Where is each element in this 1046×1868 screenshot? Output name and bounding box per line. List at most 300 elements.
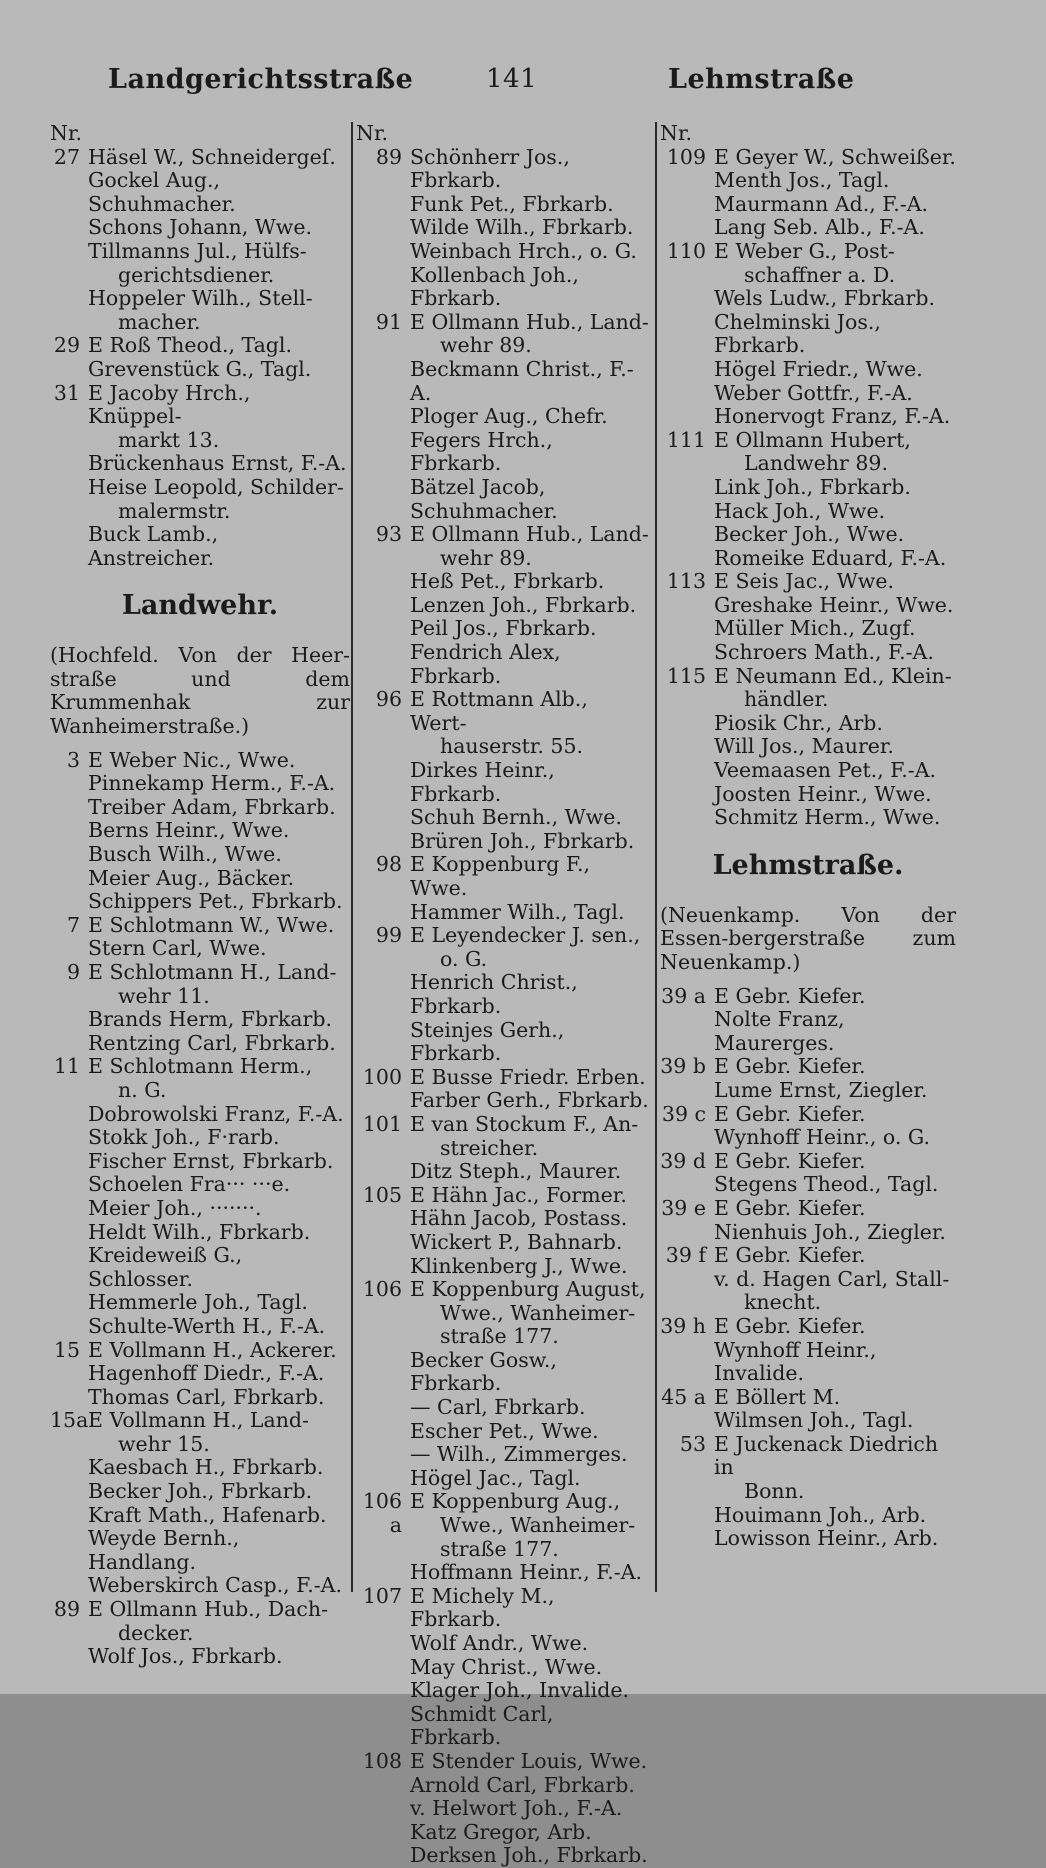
directory-entry (356, 1255, 650, 1279)
directory-entry (660, 311, 956, 358)
entry-text: Buck Lamb., Anstreicher. (88, 522, 219, 570)
entry-text: Heise Leopold, Schilder- (88, 474, 344, 499)
running-header-left: Landgerichtsstraße (108, 64, 414, 95)
house-number: 39 b (660, 1054, 706, 1079)
directory-entry (50, 819, 350, 843)
directory-entry (660, 1008, 956, 1055)
directory-entry (660, 1221, 956, 1245)
entry-text: wehr 11. (118, 983, 210, 1008)
entry-text: Meier Joh., ·······. (88, 1195, 262, 1220)
directory-entry (356, 1231, 650, 1255)
entry-text: Grevenstück G., Tagl. (88, 356, 312, 381)
entries-list (660, 146, 956, 830)
entry-text: Maurmann Ad., F.-A. (714, 191, 929, 216)
directory-entry (356, 1066, 650, 1090)
entry-text: Schippers Pet., Fbrkarb. (88, 889, 343, 914)
directory-entry (50, 382, 350, 429)
directory-entry (356, 1184, 650, 1208)
house-number: 100 (362, 1064, 402, 1089)
directory-entry (660, 1103, 956, 1127)
directory-entry (50, 311, 350, 335)
entry-text: — Wilh., Zimmerges. (410, 1442, 628, 1467)
directory-entry (50, 523, 350, 570)
entries-list (660, 985, 956, 1551)
entry-text: Heß Pet., Fbrkarb. (410, 569, 605, 594)
entry-text: Honervogt Franz, F.-A. (714, 404, 951, 429)
directory-entry (50, 1645, 350, 1669)
entry-text: Escher Pet., Wwe. (410, 1418, 599, 1443)
entry-text: E Vollmann H., Ackerer. (88, 1337, 337, 1362)
directory-entry (660, 405, 956, 429)
directory-entry (660, 523, 956, 547)
entry-text: v. Helwort Joh., F.-A. (410, 1796, 623, 1821)
entry-text: E Koppenburg F., Wwe. (410, 852, 590, 900)
entry-text: Dirkes Heinr., Fbrkarb. (410, 758, 555, 806)
directory-entry (50, 146, 350, 170)
directory-entry (50, 1456, 350, 1480)
entry-text: Link Joh., Fbrkarb. (714, 474, 911, 499)
directory-entry (356, 216, 650, 240)
house-number: 98 (375, 852, 402, 877)
entry-text: Brüren Joh., Fbrkarb. (410, 828, 635, 853)
directory-entry (660, 617, 956, 641)
directory-entry (660, 1339, 956, 1386)
entry-text: Hoppeler Wilh., Stell- (88, 286, 313, 311)
entry-text: E Leyendecker J. sen., (410, 923, 641, 948)
page-number: 141 (486, 64, 538, 94)
entry-text: E Vollmann H., Land- (88, 1408, 309, 1433)
house-number: 107 (362, 1583, 402, 1608)
directory-entry (50, 1598, 350, 1622)
directory-entry (356, 1632, 650, 1656)
directory-entry (356, 334, 650, 358)
entry-text: Schroers Math., F.-A. (714, 640, 934, 665)
entry-text: o. G. (440, 946, 488, 971)
entry-text: Brückenhaus Ernst, F.-A. (88, 451, 347, 476)
directory-entry (50, 1433, 350, 1457)
entry-text: händler. (744, 687, 829, 712)
entry-text: E van Stockum F., An- (410, 1111, 639, 1136)
entry-text: macher. (118, 309, 201, 334)
entry-text: Menth Jos., Tagl. (714, 168, 890, 193)
entry-text: Schönherr Jos., Fbrkarb. (410, 144, 570, 193)
entry-text: Heldt Wilh., Fbrkarb. (88, 1219, 311, 1244)
directory-entry (50, 796, 350, 820)
directory-entry (660, 712, 956, 736)
directory-entry (50, 843, 350, 867)
entry-text: Kollenbach Joh., Fbrkarb. (410, 262, 579, 311)
entry-text: E Neumann Ed., Klein- (714, 663, 952, 688)
directory-entry (356, 1325, 650, 1349)
directory-entry (660, 1386, 956, 1410)
directory-entry (356, 924, 650, 948)
entry-text: Fendrich Alex, Fbrkarb. (410, 640, 561, 688)
entry-text: decker. (118, 1620, 194, 1645)
entry-text: E Geyer W., Schweißer. (714, 144, 956, 169)
directory-entry (356, 1703, 650, 1750)
entry-text: Wels Ludw., Fbrkarb. (714, 286, 935, 311)
nr-label: Nr. (50, 121, 83, 145)
directory-entry (660, 1079, 956, 1103)
entry-text: Wilde Wilh., Fbrkarb. (410, 215, 634, 240)
entry-text: Derksen Joh., Fbrkarb. (410, 1843, 648, 1868)
directory-entry (660, 1504, 956, 1528)
directory-entry (50, 1504, 350, 1528)
entry-text: Veemaasen Pet., F.-A. (714, 758, 937, 783)
house-number: 89 (375, 144, 402, 169)
section-title: Landwehr. (121, 590, 279, 622)
entry-text: Gockel Aug., Schuhmacher. (88, 168, 236, 216)
directory-entry (50, 1574, 350, 1598)
directory-entry (356, 1656, 650, 1680)
house-number: 113 (666, 569, 706, 594)
entry-text: — Carl, Fbrkarb. (410, 1395, 586, 1420)
directory-entry (50, 749, 350, 773)
entry-text: Högel Jac., Tagl. (410, 1465, 581, 1490)
entry-text: Schmitz Herm., Wwe. (714, 805, 941, 830)
entry-text: Fischer Ernst, Fbrkarb. (88, 1148, 334, 1173)
entry-text: Beckmann Christ., F.-A. (410, 356, 634, 405)
directory-entry (356, 688, 650, 735)
entry-text: Houimann Joh., Arb. (714, 1502, 927, 1527)
directory-entry (50, 890, 350, 914)
house-number: 101 (362, 1111, 402, 1136)
directory-entry (356, 901, 650, 925)
directory-entry (660, 452, 956, 476)
directory-entry (660, 1055, 956, 1079)
directory-entry (356, 1278, 650, 1302)
directory-entry (50, 1150, 350, 1174)
directory-entry (660, 688, 956, 712)
directory-entry (356, 476, 650, 523)
directory-entry (356, 1844, 650, 1868)
entry-text: Lenzen Joh., Fbrkarb. (410, 592, 637, 617)
directory-entry (356, 405, 650, 429)
house-number: 29 (53, 333, 80, 358)
directory-entry (50, 937, 350, 961)
directory-entry (356, 1774, 650, 1798)
directory-entry (660, 641, 956, 665)
directory-entry (660, 1150, 956, 1174)
entry-text: E Koppenburg August, (410, 1277, 646, 1302)
entry-text: Becker Joh., Fbrkarb. (88, 1479, 313, 1504)
house-number: 105 (362, 1182, 402, 1207)
entry-text: E Weber Nic., Wwe. (88, 747, 296, 772)
directory-entry (356, 358, 650, 405)
directory-entry (50, 216, 350, 240)
directory-entry (356, 948, 650, 972)
entry-text: E Gebr. Kiefer. (714, 1054, 866, 1079)
entry-text: Bätzel Jacob, Schuhmacher. (410, 474, 558, 523)
entry-text: E Gebr. Kiefer. (714, 1195, 866, 1220)
entry-text: Will Jos., Maurer. (714, 734, 894, 759)
entry-text: Weber Gottfr., F.-A. (714, 380, 913, 405)
directory-entry (660, 476, 956, 500)
entry-text: Busch Wilh., Wwe. (88, 842, 282, 867)
entry-text: Greshake Heinr., Wwe. (714, 592, 954, 617)
directory-entry (50, 1622, 350, 1646)
directory-entry (50, 334, 350, 358)
entry-text: E Juckenack Diedrich in (714, 1431, 939, 1480)
directory-entry (356, 1679, 650, 1703)
house-number: 39 f (665, 1243, 706, 1268)
entry-text: Lang Seb. Alb., F.-A. (714, 215, 925, 240)
entry-text: Stern Carl, Wwe. (88, 936, 267, 961)
entry-text: Lowisson Heinr., Arb. (714, 1526, 939, 1551)
entry-text: E Hähn Jac., Former. (410, 1182, 627, 1207)
house-number: 45 a (661, 1384, 706, 1409)
entry-text: E Gebr. Kiefer. (714, 1313, 866, 1338)
directory-entry (50, 1055, 350, 1079)
directory-entry (660, 1291, 956, 1315)
house-number: 106 (362, 1277, 402, 1302)
directory-entry (356, 193, 650, 217)
house-number: 89 (53, 1597, 80, 1622)
house-number: 109 (666, 144, 706, 169)
entry-text: Klager Joh., Invalide. (410, 1678, 629, 1703)
directory-entry (50, 1409, 350, 1433)
entry-text: Funk Pet., Fbrkarb. (410, 191, 614, 216)
directory-entry (660, 500, 956, 524)
directory-entry (356, 570, 650, 594)
entry-text: gerichtsdiener. (118, 262, 275, 287)
house-number: 39 h (660, 1313, 706, 1338)
directory-entry (356, 1396, 650, 1420)
entry-text: E Weber G., Post- (714, 238, 895, 263)
directory-entry (660, 264, 956, 288)
entry-text: Chelminski Jos., Fbrkarb. (714, 309, 881, 358)
entry-text: E Ollmann Hub., Dach- (88, 1597, 329, 1622)
entry-text: Wolf Andr., Wwe. (410, 1631, 589, 1655)
house-number: 9 (66, 960, 80, 984)
directory-entry (356, 1207, 650, 1231)
entry-text: Lume Ernst, Ziegler. (714, 1077, 928, 1102)
entry-text: Schoelen Fra··· ···e. (88, 1172, 291, 1197)
directory-entry (660, 382, 956, 406)
directory-entry (660, 1173, 956, 1197)
entry-text: Wwe., Wanheimer- (440, 1300, 636, 1325)
entry-text: Farber Gerh., Fbrkarb. (410, 1088, 649, 1113)
entry-text: Thomas Carl, Fbrkarb. (88, 1384, 325, 1409)
entry-text: May Christ., Wwe. (410, 1654, 603, 1679)
directory-entry (50, 264, 350, 288)
directory-entry (50, 867, 350, 891)
entry-text: streicher. (440, 1135, 539, 1160)
directory-entry (50, 1173, 350, 1197)
directory-entry (356, 735, 650, 759)
directory-entry (356, 1561, 650, 1585)
directory-entry (660, 193, 956, 217)
section-description: (Neuenkamp. Von der Essen-bergerstraße zum Neuenkamp.) (660, 902, 956, 974)
entry-text: Klinkenberg J., Wwe. (410, 1253, 628, 1278)
directory-entry (356, 1443, 650, 1467)
entry-text: Weinbach Hrch., o. G. (410, 238, 637, 263)
house-number: 3 (66, 747, 80, 772)
entry-text: straße 177. (440, 1536, 559, 1561)
entry-text: Kreideweiß G., Schlosser. (88, 1243, 243, 1291)
entry-text: Joosten Heinr., Wwe. (714, 781, 932, 806)
house-number: 7 (66, 912, 80, 937)
nr-label: Nr. (660, 121, 693, 145)
entry-text: Wickert P., Bahnarb. (410, 1229, 623, 1254)
entry-text: Treiber Adam, Fbrkarb. (88, 794, 336, 819)
entry-text: Becker Gosw., Fbrkarb. (410, 1347, 557, 1396)
entry-text: Peil Jos., Fbrkarb. (410, 616, 597, 641)
house-number: 99 (375, 923, 402, 948)
directory-entry (50, 1032, 350, 1056)
directory-entry (660, 985, 956, 1009)
house-number: 27 (53, 144, 80, 169)
directory-entry (50, 287, 350, 311)
entries-list (356, 146, 650, 1868)
entry-text: E Busse Friedr. Erben. (410, 1064, 646, 1089)
directory-entry (50, 476, 350, 500)
directory-entry (50, 1315, 350, 1339)
directory-entry (356, 1137, 650, 1161)
directory-entry (356, 1750, 650, 1774)
entry-text: n. G. (118, 1077, 167, 1102)
directory-entry (660, 547, 956, 571)
entry-text: Kraft Math., Hafenarb. (88, 1502, 327, 1527)
entry-text: Wilmsen Joh., Tagl. (714, 1408, 914, 1433)
entry-text: E Ollmann Hub., Land- (410, 522, 649, 547)
directory-entry (50, 1079, 350, 1103)
directory-entry (356, 594, 650, 618)
directory-entry (356, 1420, 650, 1444)
entry-text: Ploger Aug., Chefr. (410, 404, 608, 429)
entry-text: knecht. (744, 1290, 822, 1315)
entry-text: Schuh Bernh., Wwe. (410, 805, 622, 830)
directory-entry (660, 216, 956, 240)
entry-text: Arnold Carl, Fbrkarb. (410, 1772, 635, 1797)
directory-entry (356, 641, 650, 688)
entry-text: Weberskirch Casp., F.-A. (88, 1573, 342, 1598)
entry-text: Wwe., Wanheimer- (440, 1513, 636, 1538)
directory-entry (356, 1538, 650, 1562)
entry-text: v. d. Hagen Carl, Stall- (714, 1266, 950, 1291)
directory-entry (50, 452, 350, 476)
directory-entry (356, 1160, 650, 1184)
directory-entry (356, 1019, 650, 1066)
directory-entry (660, 1197, 956, 1221)
directory-entry (356, 1302, 650, 1326)
directory-entry (356, 1797, 650, 1821)
entry-text: Rentzing Carl, Fbrkarb. (88, 1030, 336, 1055)
entry-text: Bonn. (744, 1479, 805, 1504)
entry-text: E Böllert M. (714, 1384, 841, 1409)
directory-entry (356, 547, 650, 571)
entry-text: E Roß Theod., Tagl. (88, 333, 292, 358)
directory-entry (356, 1467, 650, 1491)
entry-text: straße 177. (440, 1324, 559, 1349)
directory-entry (356, 429, 650, 476)
directory-entry (50, 1527, 350, 1574)
house-number: 93 (375, 522, 402, 547)
column-lehmstrasse (660, 122, 956, 1551)
directory-entry (50, 1386, 350, 1410)
directory-entry (50, 961, 350, 985)
entry-text: Brands Herm, Fbrkarb. (88, 1007, 332, 1032)
entry-text: E Gebr. Kiefer. (714, 983, 866, 1008)
entry-text: E Schlotmann H., Land- (88, 960, 337, 984)
directory-entry (660, 1480, 956, 1504)
entry-text: Fegers Hrch., Fbrkarb. (410, 427, 553, 476)
directory-entry (356, 311, 650, 335)
entry-text: Kaesbach H., Fbrkarb. (88, 1455, 324, 1480)
entries-list (50, 749, 350, 1669)
house-number: 53 (679, 1431, 706, 1456)
house-number: 15 (53, 1337, 80, 1362)
directory-entry (356, 1514, 650, 1538)
directory-entry (356, 1349, 650, 1396)
directory-entry (660, 358, 956, 382)
house-number: 111 (666, 427, 706, 452)
directory-entry (356, 1585, 650, 1632)
directory-entry (660, 759, 956, 783)
directory-entry (50, 240, 350, 264)
house-number: 31 (53, 380, 80, 405)
entry-text: E Stender Louis, Wwe. (410, 1748, 648, 1773)
entry-text: schaffner a. D. (744, 262, 896, 287)
house-number: 106 a (362, 1489, 402, 1538)
directory-entry (660, 1527, 956, 1551)
entry-text: Meier Aug., Bäcker. (88, 865, 295, 890)
directory-entry (356, 853, 650, 900)
directory-entry (50, 1291, 350, 1315)
entry-text: hauserstr. 55. (440, 734, 584, 759)
directory-entry (660, 1433, 956, 1480)
directory-entry (50, 985, 350, 1009)
directory-entry (50, 1362, 350, 1386)
entry-text: Henrich Christ., Fbrkarb. (410, 970, 578, 1018)
entry-text: E Schlotmann Herm., (88, 1054, 313, 1079)
house-number: 108 (362, 1748, 402, 1773)
entry-text: Becker Joh., Wwe. (714, 522, 905, 547)
house-number: 39 e (661, 1195, 706, 1220)
entry-text: markt 13. (118, 427, 220, 452)
column-rule-1 (351, 122, 353, 1592)
directory-entry (50, 1008, 350, 1032)
directory-entry (660, 594, 956, 618)
column-landwehr-cont (356, 122, 650, 1868)
entries-list (50, 146, 350, 571)
directory-entry (356, 617, 650, 641)
entry-text: Nolte Franz, Maurerges. (714, 1007, 845, 1055)
directory-entry (660, 570, 956, 594)
house-number: 39 a (661, 983, 706, 1008)
entry-text: E Ollmann Hubert, (714, 427, 911, 452)
house-number: 15a (50, 1408, 89, 1433)
directory-entry (356, 240, 650, 264)
directory-entry (50, 1197, 350, 1221)
directory-entry (356, 971, 650, 1018)
directory-entry (660, 169, 956, 193)
entry-text: E Koppenburg Aug., (410, 1489, 621, 1514)
directory-entry (660, 1409, 956, 1433)
entry-text: Högel Friedr., Wwe. (714, 356, 923, 381)
house-number: 115 (666, 663, 706, 688)
directory-entry (50, 169, 350, 216)
entry-text: E Gebr. Kiefer. (714, 1148, 866, 1173)
entry-text: E Schlotmann W., Wwe. (88, 912, 335, 937)
directory-entry (50, 1126, 350, 1150)
directory-entry (660, 146, 956, 170)
directory-entry (50, 500, 350, 524)
entry-text: Stokk Joh., F·rarb. (88, 1125, 280, 1150)
entry-text: Schulte-Werth H., F.-A. (88, 1313, 326, 1338)
directory-entry (50, 429, 350, 453)
entry-text: wehr 89. (440, 333, 532, 358)
